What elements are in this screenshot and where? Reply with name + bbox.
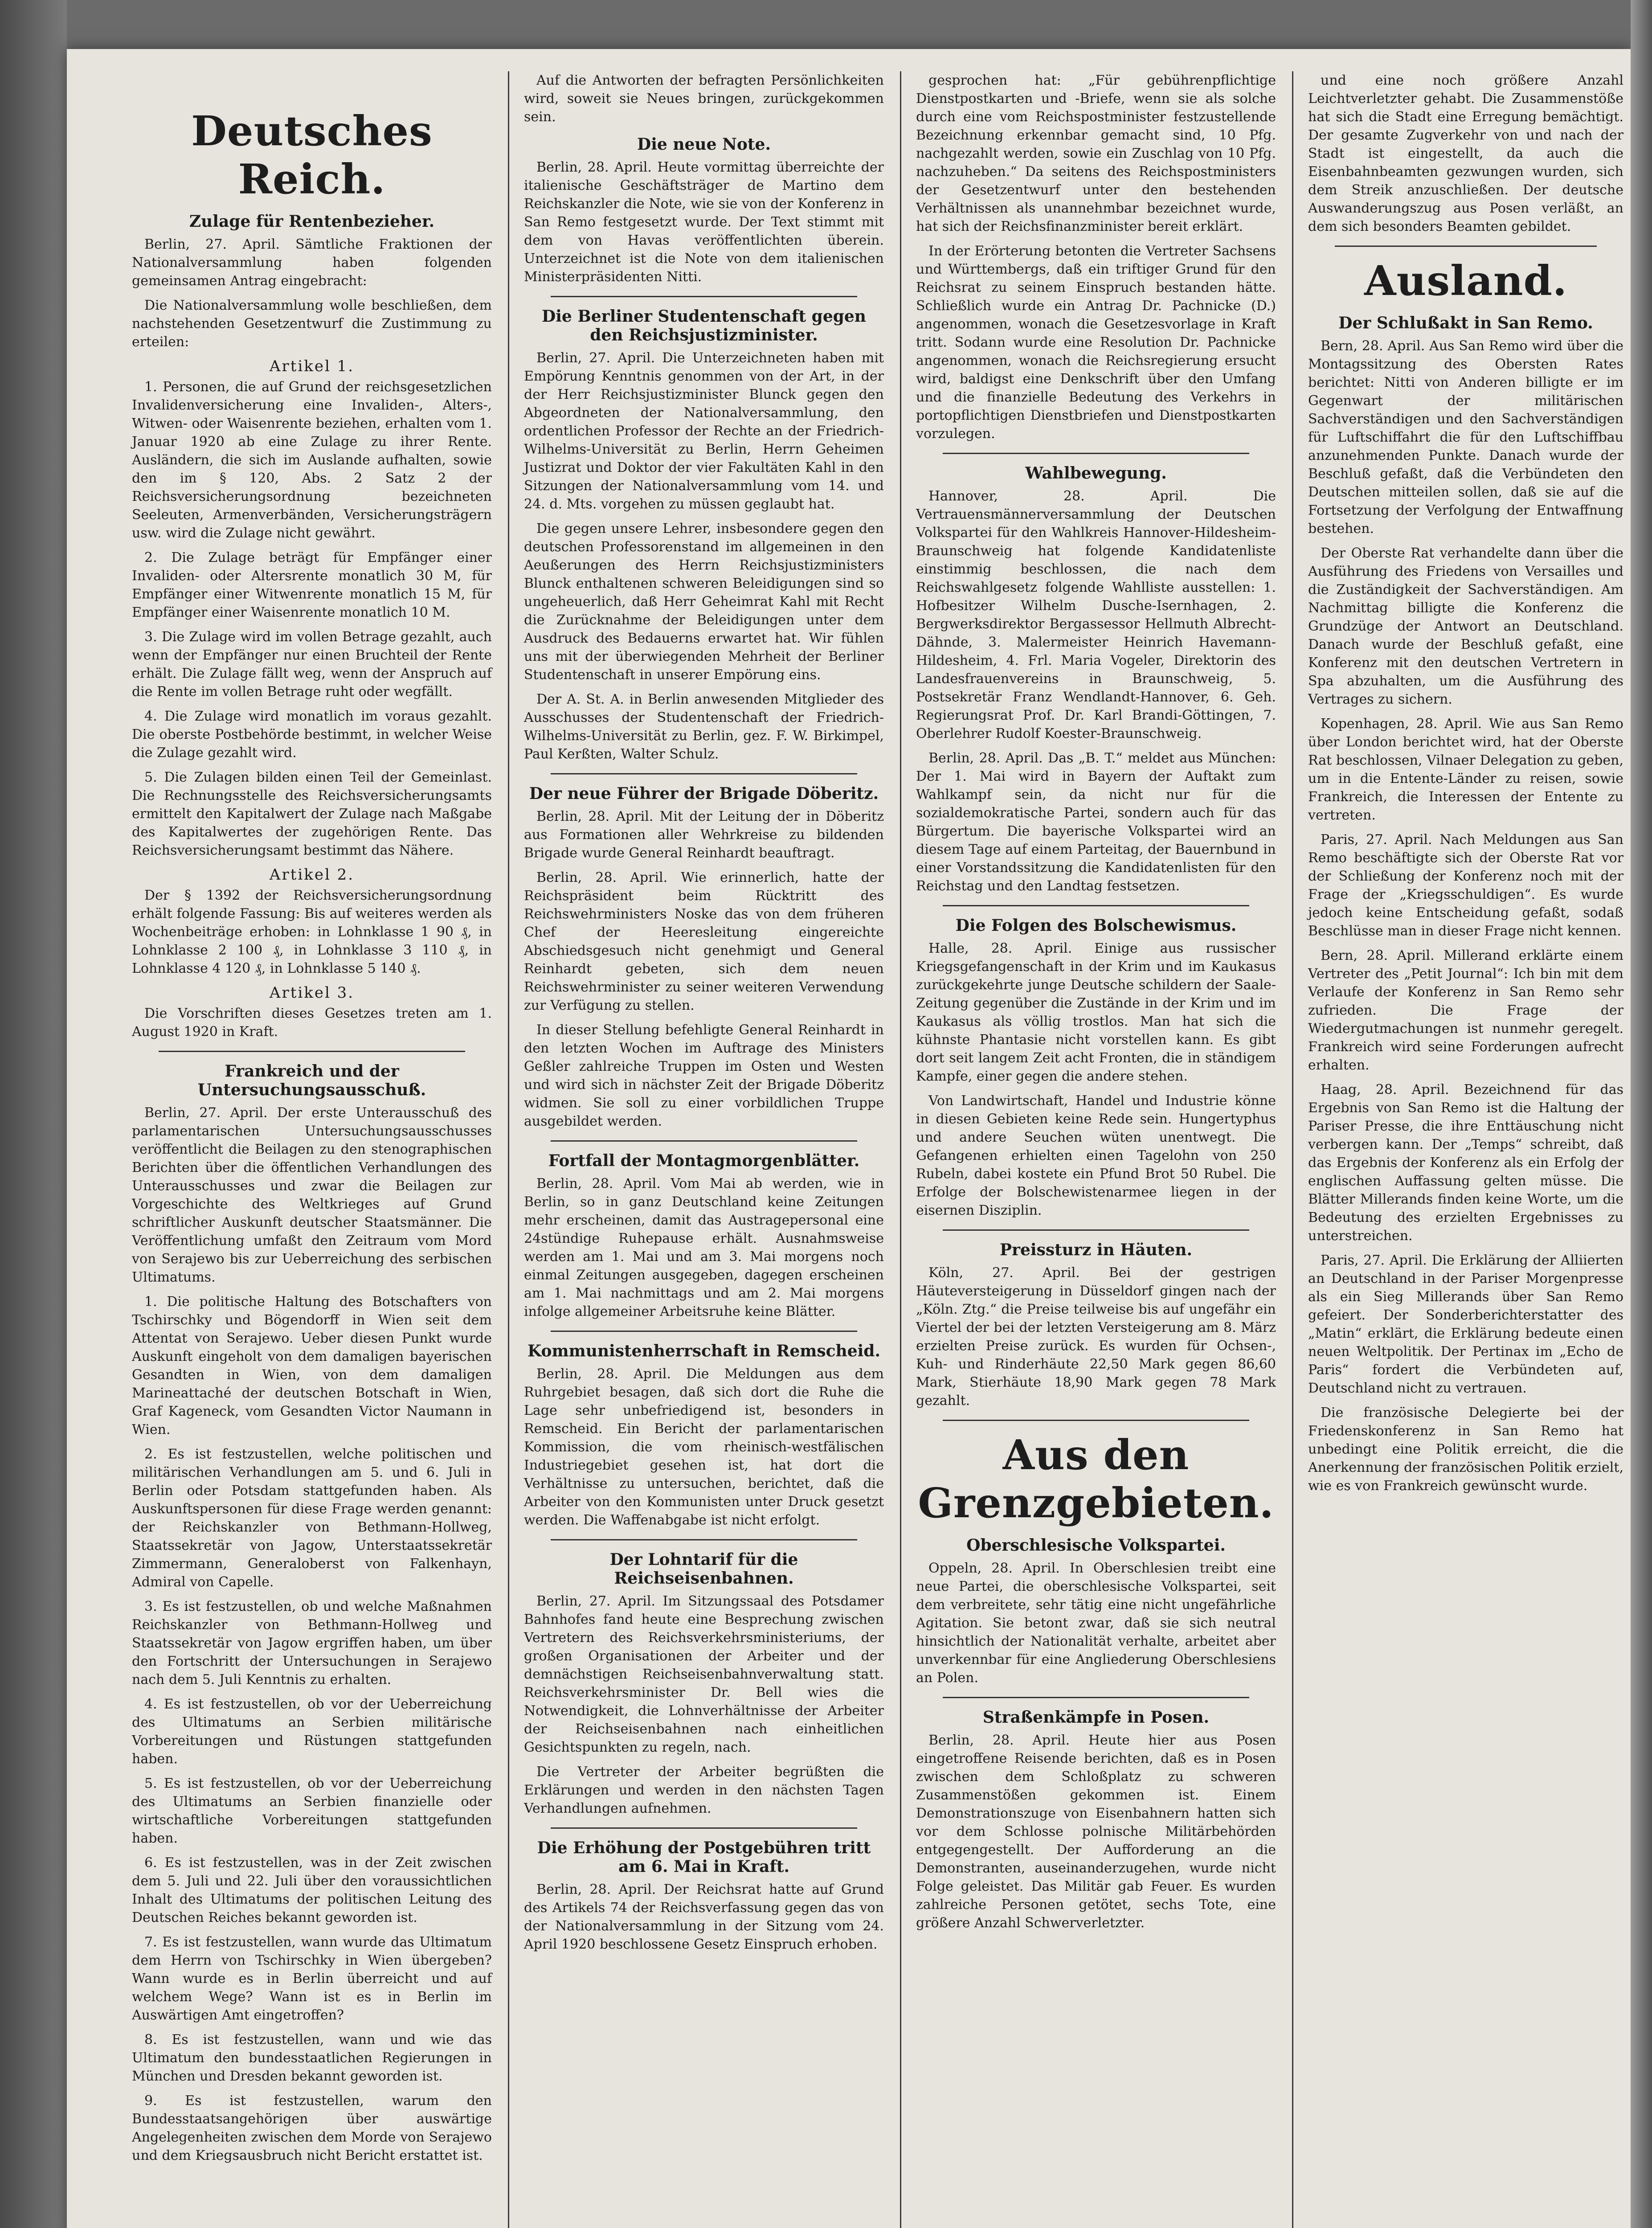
- scan-background-left: [0, 0, 67, 2228]
- article-paragraph: 4. Es ist festzustellen, ob vor der Ueberreichung des Ultimatums an Serbien militärische Vorbereitungen und Rüstungen stattgefunden haben.: [132, 1696, 492, 1767]
- article-paragraph: Der Oberste Rat verhandelte dann über die Ausführung des Friedens von Versailles und die Zuständigkeit der Sachverständigen. Am Nachmittag billigte die Konferenz die Grundzüge der Antwort an Deutschland. Danach wurde der Beschluß gefaßt, eine Konferenz mit den deutschen Vertretern in Spa abzuhalten, um die Ausführung des Vertrages zu sichern.: [1308, 545, 1623, 707]
- article-paragraph: In der Erörterung betonten die Vertreter Sachsens und Württembergs, daß ein triftiger Grund für den Reichsrat zu seinem Einspruch bestanden hätte. Schließlich wurde ein Antrag Dr. Pachnicke (D.) angenommen, wonach die Gesetzesvorlage in Kraft tritt. Sodann wurde eine Resolution Dr. Pachnicke angenommen, wonach die Reichsregierung ersucht wird, baldigst eine Denkschrift über den Umfang und die finanzielle Bedeutung des Verkehrs in portopflichtigen Dienstbriefen und Dienstpostkarten vorzulegen.: [916, 243, 1276, 442]
- article-paragraph: Kopenhagen, 28. April. Wie aus San Remo über London berichtet wird, hat der Oberste Rat beschlossen, Vilnaer Delegation zu geben, um in die Entente-Länder zu reisen, sowie Frankreich, die Interessen der Entente zu vertreten.: [1308, 716, 1623, 823]
- column-3: [904, 71, 1288, 2228]
- article-separator: [1335, 246, 1597, 247]
- article-paragraph: 5. Die Zulagen bilden einen Teil der Gemeinlast. Die Rechnungsstelle des Reichsversicherungsamts ermittelt den Kapitalwert der Zulage nach Maßgabe des Kapitalwertes der zugehörigen Rente. Das Reichsversicherungsamt bestimmt das Nähere.: [132, 770, 492, 858]
- article-headline: Frankreich und der Untersuchungsausschuß.: [197, 1062, 426, 1099]
- article-paragraph: gesprochen hat: „Für gebührenpflichtige Dienstpostkarten und -Briefe, wenn sie als solche durch eine vom Reichspostminister festzustellende Bezeichnung erkennbar gemacht sind, 10 Pfg. nachgezahlt werden, sowie ein Zuschlag von 10 Pfg. nachzuheben.“ Da seitens des Reichspostministers der Gesetzentwurf unter den bestehenden Verhältnissen als unannehmbar bezeichnet wurde, hat sich der Reichsfinanzminister bereit erklärt.: [916, 73, 1276, 234]
- article-paragraph: 1. Die politische Haltung des Botschafters von Tschirschky und Bögendorff in Wien seit dem Attentat von Serajewo. Ueber diesen Punkt wurde Auskunft eingeholt von dem damaligen bayerischen Gesandten in Wien, von dem damaligen Marineattaché der deutschen Botschaft in Wien, Graf Kageneck, vom Gesandten Victor Naumann in Wien.: [132, 1294, 492, 1438]
- column-4: [1296, 71, 1635, 2228]
- article-separator: [943, 1697, 1249, 1698]
- article-headline: Wahlbewegung.: [1025, 464, 1167, 483]
- article-paragraph: Berlin, 27. April. Im Sitzungssaal des Potsdamer Bahnhofes fand heute eine Besprechung zwischen Vertretern des Reichsverkehrsministeriums, der großen Organisationen der Arbeiter und der demnächstigen Reichseisenbahnverwaltung statt. Reichsverkehrsminister Dr. Bell wies die Notwendigkeit, die Lohnverhältnisse der Arbeiter der Reichseisenbahnen nach einheitlichen Gesichtspunkten zu regeln, nach.: [524, 1593, 884, 1755]
- article-headline: Fortfall der Montagmorgenblätter.: [548, 1151, 860, 1170]
- article-headline: Die Erhöhung der Postgebühren tritt am 6. Mai in Kraft.: [537, 1839, 871, 1876]
- article-paragraph: Paris, 27. April. Die Erklärung der Alliierten an Deutschland in der Pariser Morgenpresse als ein Sieg Millerands über San Remo gefeiert. Der Sonderberichterstatter des „Matin“ erklärt, die Erklärung bedeute einen neuen Weltpolitik. Der Pertinax im „Echo de Paris“ fordert die Verbündeten auf, Deutschland nicht zu vertrauen.: [1308, 1253, 1623, 1396]
- article-number: Artikel 3.: [269, 984, 355, 1002]
- article-separator: [551, 296, 857, 297]
- article-paragraph: Berlin, 28. April. Das „B. T.“ meldet aus München: Der 1. Mai wird in Bayern der Auftakt zum Wahlkampf sein, da nicht nur für die sozialdemokratische Partei, sondern auch für das Bürgertum. Die bayerische Volkspartei wird an diesem Tage auf einem Parteitag, der Bauernbund in einer Vorstandssitzung die Kandidatenlisten für den Reichstag und den Landtag festsetzen.: [916, 750, 1276, 894]
- article-paragraph: Von Landwirtschaft, Handel und Industrie könne in diesen Gebieten keine Rede sein. Hungertyphus und andere Seuchen wüten unentwegt. Die Gefangenen erhielten einen Tagelohn von 250 Rubeln, dabei kostete ein Pfund Brot 50 Rubel. Die Erfolge der Bolschewistenarmee liegen in der eisernen Disziplin.: [916, 1093, 1276, 1218]
- article-paragraph: Berlin, 27. April. Die Unterzeichneten haben mit Empörung Kenntnis genommen von der Art, in der der Herr Reichsjustizminister Blunck gegen den Abgeordneten der Nationalversammlung, den ordentlichen Professor der Rechte an der Friedrich-Wilhelms-Universität zu Berlin, Herrn Geheimen Justizrat und Doktor der vier Fakultäten Kahl in den Sitzungen der Nationalversammlung vom 14. und 24. d. Mts. vorgehen zu müssen geglaubt hat.: [524, 350, 884, 512]
- article-paragraph: Hannover, 28. April. Die Vertrauensmännerversammlung der Deutschen Volkspartei für den Wahlkreis Hannover-Hildesheim-Braunschweig hat folgende Kandidatenliste einstimmig beschlossen, die nach dem Reichswahlgesetz folgende Wahlliste ausstellen: 1. Hofbesitzer Wilhelm Dusche-Isernhagen, 2. Bergwerksdirektor Bergassessor Hellmuth Albrecht-Dähnde, 3. Malermeister Heinrich Havemann-Hildesheim, 4. Frl. Maria Vogeler, Direktorin des Landesfrauenvereins in Braunschweig, 5. Postsekretär Franz Wendlandt-Hannover, 6. Geh. Regierungsrat Prof. Dr. Karl Brandi-Göttingen, 7. Oberlehrer Rudolf Koester-Braunschweig.: [916, 488, 1276, 741]
- article-paragraph: Berlin, 28. April. Heute vormittag überreichte der italienische Geschäftsträger de Martino dem Reichskanzler die Note, wie sie von der Konferenz in San Remo festgesetzt wurde. Der Text stimmt mit dem von Havas veröffentlichten überein. Unterzeichnet ist die Note von dem italienischen Ministerpräsidenten Nitti.: [524, 160, 884, 285]
- article-paragraph: Paris, 27. April. Nach Meldungen aus San Remo beschäftigte sich der Oberste Rat vor der Schließung der Konferenz noch mit der Frage der „Kriegsschuldigen“. Es wurde jedoch keine Entscheidung gefaßt, sodaß Beschlüsse man in dieser Frage nicht kennen.: [1308, 832, 1623, 939]
- article-headline: Kommunistenherrschaft in Remscheid.: [527, 1342, 880, 1360]
- article-paragraph: Köln, 27. April. Bei der gestrigen Häuteversteigerung in Düsseldorf gingen nach der „Köln. Ztg.“ die Preise teilweise bis auf ungefähr ein Viertel der bei der letzten Versteigerung am 8. März erzielten Preise zurück. Es wurden für Ochsen-, Kuh- und Rinderhäute 22,50 Mark gegen 86,60 Mark, Stierhäute 18,90 Mark gegen 78 Mark gezahlt.: [916, 1265, 1276, 1409]
- article-separator: [159, 1051, 465, 1052]
- article-separator: [551, 1827, 857, 1829]
- article-paragraph: Berlin, 27. April. Der erste Unterausschuß des parlamentarischen Untersuchungsausschusses veröffentlicht die Beilagen zu den stenographischen Berichten über die öffentlichen Verhandlungen des Unterausschusses und zwar die Beilagen zur Vorgeschichte des Weltkrieges auf Grund schriftlicher Auskunft deutscher Staatsmänner. Die Veröffentlichung umfaßt den Zeitraum vom Mord von Serajewo bis zur Ueberreichung des serbischen Ultimatums.: [132, 1105, 492, 1285]
- article-paragraph: Die gegen unsere Lehrer, insbesondere gegen den deutschen Professorenstand im allgemeinen in den Aeußerungen des Herrn Reichsjustizministers Blunck enthaltenen schweren Beleidigungen sind so ungeheuerlich, daß Herr Geheimrat Kahl mit Recht die Zurücknahme der Beleidigungen unter dem Ausdruck des Bedauerns erwartet hat. Wir fühlen uns mit der überwiegenden Mehrheit der Berliner Studentenschaft in unserer Empörung eins.: [524, 521, 884, 683]
- article-paragraph: Halle, 28. April. Einige aus russischer Kriegsgefangenschaft in der Krim und im Kaukasus zurückgekehrte junge Deutsche schildern der Saale-Zeitung gegenüber die Zustände in der Krim und im Kaukasus als völlig trostlos. Man hat sich die kühnste Phantasie nicht vorstellen kann. Es gibt dort seit langem Zeit acht Fronten, die in ständigem Kampfe, einer gegen die andere stehen.: [916, 941, 1276, 1084]
- article-paragraph: Auf die Antworten der befragten Persönlichkeiten wird, soweit sie Neues bringen, zurückgekommen sein.: [524, 73, 884, 125]
- column-2: [512, 71, 896, 2228]
- column-rule: [508, 71, 509, 2228]
- article-paragraph: Berlin, 28. April. Wie erinnerlich, hatte der Reichspräsident beim Rücktritt des Reichswehrministers Noske das von dem früheren Chef der Heeresleitung eingereichte Abschiedsgesuch nicht genehmigt und General Reinhardt gebeten, sich dem neuen Reichswehrminister zu seiner weiteren Verwendung zur Verfügung zu stellen.: [524, 870, 884, 1013]
- article-separator: [943, 905, 1249, 906]
- article-paragraph: Die Nationalversammlung wolle beschließen, dem nachstehenden Gesetzentwurf die Zustimmung zu erteilen:: [132, 298, 492, 350]
- article-separator: [551, 1539, 857, 1540]
- article-paragraph: 7. Es ist festzustellen, wann wurde das Ultimatum dem Herrn von Tschirschky in Wien übergeben? Wann wurde es in Berlin überreicht und auf welchem Wege? Wann ist es in Berlin im Auswärtigen Amt eingetroffen?: [132, 1934, 492, 2023]
- article-separator: [551, 1140, 857, 1142]
- article-paragraph: und eine noch größere Anzahl Leichtverletzter gehabt. Die Zusammenstöße hat sich die Stadt eine Erregung bemächtigt. Der gesamte Zugverkehr von und nach der Stadt ist eingestellt, da auch die Eisenbahnbeamten gezwungen wurden, sich dem Streik anzuschließen. Der deutsche Auswanderungszug aus Posen verläßt, an dem sich besonders Beamten gebildet.: [1308, 73, 1623, 234]
- article-paragraph: 3. Es ist festzustellen, ob und welche Maßnahmen Reichskanzler von Bethmann-Hollweg und Staatssekretär von Jagow ergriffen haben, um über den Fortschritt der Untersuchungen in Serajewo nach dem 5. Juli Kenntnis zu erhalten.: [132, 1599, 492, 1687]
- section-headline: Aus den Grenzgebieten.: [918, 1431, 1274, 1527]
- column-1: [120, 71, 503, 2228]
- article-separator: [551, 773, 857, 774]
- article-paragraph: Die Vorschriften dieses Gesetzes treten am 1. August 1920 in Kraft.: [132, 1006, 492, 1040]
- article-paragraph: 3. Die Zulage wird im vollen Betrage gezahlt, auch wenn der Empfänger nur einen Bruchteil der Rente erhält. Die Zulage fällt weg, wenn der Anspruch auf die Rente im vollen Betrage ruht oder wegfällt.: [132, 629, 492, 700]
- article-headline: Zulage für Rentenbezieher.: [189, 212, 435, 231]
- article-paragraph: In dieser Stellung befehligte General Reinhardt in den letzten Wochen im Auftrage des Ministers Geßler zahlreiche Truppen im Osten und Westen und wird sich in nächster Zeit der Brigade Döberitz widmen. Sie soll zu einer vorbildlichen Truppe ausgebildet werden.: [524, 1022, 884, 1129]
- article-paragraph: Berlin, 28. April. Die Meldungen aus dem Ruhrgebiet besagen, daß sich dort die Ruhe die Lage sehr unbefriedigend ist, besonders in Remscheid. Ein Bericht der parlamentarischen Kommission, die vom rheinisch-westfälischen Industriegebiet gesehen ist, hat dort die Verhältnisse zu untersuchen, berichtet, daß die Arbeiter von den Kommunisten unter Druck gesetzt werden. Die Waffenabgabe ist nicht erfolgt.: [524, 1366, 884, 1528]
- article-paragraph: Berlin, 28. April. Heute hier aus Posen eingetroffene Reisende berichten, daß es in Posen zwischen dem Schloßplatz zu schweren Zusammenstößen gekommen ist. Einem Demonstrationszuge von Eisenbahnern hatten sich vor dem Schlosse polnische Militärbehörden entgegengestellt. Der Aufforderung an die Demonstranten, auseinanderzugehen, wurde nicht Folge geleistet. Das Militär gab Feuer. Es wurden zahlreiche Personen getötet, sechs Tote, eine größere Anzahl Schwerverletzter.: [916, 1732, 1276, 1931]
- section-headline: Deutsches Reich.: [191, 107, 433, 203]
- article-separator: [943, 1420, 1249, 1421]
- section-headline: Ausland.: [1364, 257, 1567, 305]
- article-paragraph: Der § 1392 der Reichsversicherungsordnung erhält folgende Fassung: Bis auf weiteres werden als Wochenbeiträge erhoben: in Lohnklasse 1 90 ₰, in Lohnklasse 2 100 ₰, in Lohnklasse 3 110 ₰, in Lohnklasse 4 120 ₰, in Lohnklasse 5 140 ₰.: [132, 888, 492, 976]
- article-headline: Die neue Note.: [637, 135, 771, 154]
- article-paragraph: 1. Personen, die auf Grund der reichsgesetzlichen Invalidenversicherung eine Invaliden-, Alters-, Witwen- oder Waisenrente beziehen, erhalten vom 1. Januar 1920 ab eine Zulage zu ihrer Rente. Ausländern, die sich im Auslande aufhalten, sowie den im § 120, Abs. 2 Satz 2 der Reichsversicherungsordnung bezeichneten Seeleuten, Armenverbänden, Versicherungsträgern usw. wird die Zulage nicht gewährt.: [132, 379, 492, 541]
- article-headline: Die Folgen des Bolschewismus.: [955, 916, 1237, 935]
- article-headline: Oberschlesische Volkspartei.: [966, 1536, 1226, 1555]
- article-paragraph: Die französische Delegierte bei der Friedenskonferenz in San Remo hat unbedingt eine Politik erreicht, die die Anerkennung der französischen Politik erzielt, wie es von Frankreich gewünscht wurde.: [1308, 1405, 1623, 1494]
- article-paragraph: Berlin, 27. April. Sämtliche Fraktionen der Nationalversammlung haben folgenden gemeinsamen Antrag eingebracht:: [132, 237, 492, 289]
- article-paragraph: 6. Es ist festzustellen, was in der Zeit zwischen dem 5. Juli und 22. Juli über den voraussichtlichen Inhalt des Ultimatums der politischen Leitung des Deutschen Reiches bekannt geworden ist.: [132, 1855, 492, 1925]
- article-paragraph: Der A. St. A. in Berlin anwesenden Mitglieder des Ausschusses der Studentenschaft der Friedrich-Wilhelms-Universität zu Berlin, gez. F. W. Birkimpel, Paul Kerßten, Walter Schulz.: [524, 692, 884, 762]
- article-paragraph: 5. Es ist festzustellen, ob vor der Ueberreichung des Ultimatums an Serbien finanzielle oder wirtschaftliche Vorbereitungen stattgefunden haben.: [132, 1776, 492, 1846]
- article-paragraph: 2. Es ist festzustellen, welche politischen und militärischen Verhandlungen am 5. und 6. Juli in Berlin oder Potsdam stattgefunden haben. Als Auskunftspersonen für diese Frage werden genannt: der Reichskanzler von Bethmann-Hollweg, Staatssekretär von Jagow, Unterstaatssekretär Zimmermann, Generaloberst von Falkenhayn, Admiral von Capelle.: [132, 1446, 492, 1590]
- article-separator: [551, 1331, 857, 1332]
- article-paragraph: Die Vertreter der Arbeiter begrüßten die Erklärungen und werden in den nächsten Tagen Verhandlungen aufnehmen.: [524, 1764, 884, 1816]
- article-paragraph: 4. Die Zulage wird monatlich im voraus gezahlt. Die oberste Postbehörde bestimmt, in welcher Weise die Zulage gezahlt wird.: [132, 709, 492, 761]
- article-paragraph: Bern, 28. April. Millerand erklärte einem Vertreter des „Petit Journal“: Ich bin mit dem Verlaufe der Konferenz in San Remo sehr zufrieden. Die Frage der Wiedergutmachungen ist nunmehr geregelt. Frankreich wird seine Forderungen aufrecht erhalten.: [1308, 948, 1623, 1073]
- article-headline: Der neue Führer der Brigade Döberitz.: [529, 784, 879, 803]
- article-number: Artikel 2.: [269, 866, 355, 884]
- column-rule: [1292, 71, 1293, 2228]
- article-headline: Preissturz in Häuten.: [999, 1241, 1193, 1259]
- article-number: Artikel 1.: [269, 357, 355, 375]
- article-headline: Der Lohntarif für die Reichseisenbahnen.: [609, 1550, 798, 1588]
- article-paragraph: 9. Es ist festzustellen, warum den Bundesstaatsangehörigen über auswärtige Angelegenheiten zwischen dem Morde von Serajewo und dem Kriegsausbruch nicht Bericht erstattet ist.: [132, 2093, 492, 2163]
- article-separator: [943, 1229, 1249, 1231]
- article-paragraph: Bern, 28. April. Aus San Remo wird über die Montagssitzung des Obersten Rates berichtet: Nitti von Anderen billigte er im Gegenwart der militärischen Sachverständigen und den Sachverständigen für Luftschiffahrt die für den Luftschiffbau anzunehmenden Punkte. Danach wurde der Beschluß gefaßt, daß die Verbündeten den Deutschen mitteilen sollen, daß sie auf die Fortsetzung der Verfolgung der Entwaffnung bestehen.: [1308, 338, 1623, 537]
- article-paragraph: Oppeln, 28. April. In Oberschlesien treibt eine neue Partei, die oberschlesische Volkspartei, seit dem verbreitete, sehr tätig eine nicht ungefährliche Agitation. Sie betont zwar, daß sie sich neutral hinsichtlich der Nationalität verhalte, arbeitet aber unverkennbar für eine Angliederung Oberschlesiens an Polen.: [916, 1560, 1276, 1686]
- article-paragraph: 8. Es ist festzustellen, wann und wie das Ultimatum den bundesstaatlichen Regierungen in München und Dresden bekannt geworden ist.: [132, 2032, 492, 2084]
- column-rule: [900, 71, 901, 2228]
- article-paragraph: Berlin, 28. April. Der Reichsrat hatte auf Grund des Artikels 74 der Reichsverfassung gegen das von der Nationalversammlung in der Sitzung vom 24. April 1920 beschlossene Gesetz Einspruch erhoben.: [524, 1882, 884, 1952]
- article-paragraph: Berlin, 28. April. Mit der Leitung der in Döberitz aus Formationen aller Wehrkreise zu bildenden Brigade wurde General Reinhardt beauftragt.: [524, 809, 884, 861]
- article-paragraph: Berlin, 28. April. Vom Mai ab werden, wie in Berlin, so in ganz Deutschland keine Zeitungen mehr erscheinen, damit das Austragepersonal eine 24stündige Ruhepause erhält. Ausnahmsweise werden am 1. Mai und am 3. Mai morgens noch einmal Zeitungen ausgegeben, dagegen erscheinen am 1. Mai nachmittags und am 2. Mai morgens infolge allgemeiner Arbeitsruhe keine Blätter.: [524, 1176, 884, 1319]
- article-headline: Die Berliner Studentenschaft gegen den Reichsjustizminister.: [542, 307, 866, 344]
- article-separator: [943, 453, 1249, 454]
- article-headline: Straßenkämpfe in Posen.: [982, 1708, 1210, 1727]
- article-paragraph: 2. Die Zulage beträgt für Empfänger einer Invaliden- oder Altersrente monatlich 30 M, für Empfänger einer Witwenrente monatlich 15 M, für Empfänger einer Waisenrente monatlich 10 M.: [132, 550, 492, 620]
- article-paragraph: Haag, 28. April. Bezeichnend für das Ergebnis von San Remo ist die Haltung der Pariser Presse, die ihre Enttäuschung nicht verbergen kann. Der „Temps“ schreibt, daß das Ergebnis der Konferenz als ein Erfolg der englischen Auffassung gelten müsse. Die Blätter Millerands finden keine Worte, um die Bedeutung des erzielten Ergebnisses zu unterstreichen.: [1308, 1082, 1623, 1244]
- article-headline: Der Schlußakt in San Remo.: [1338, 314, 1593, 332]
